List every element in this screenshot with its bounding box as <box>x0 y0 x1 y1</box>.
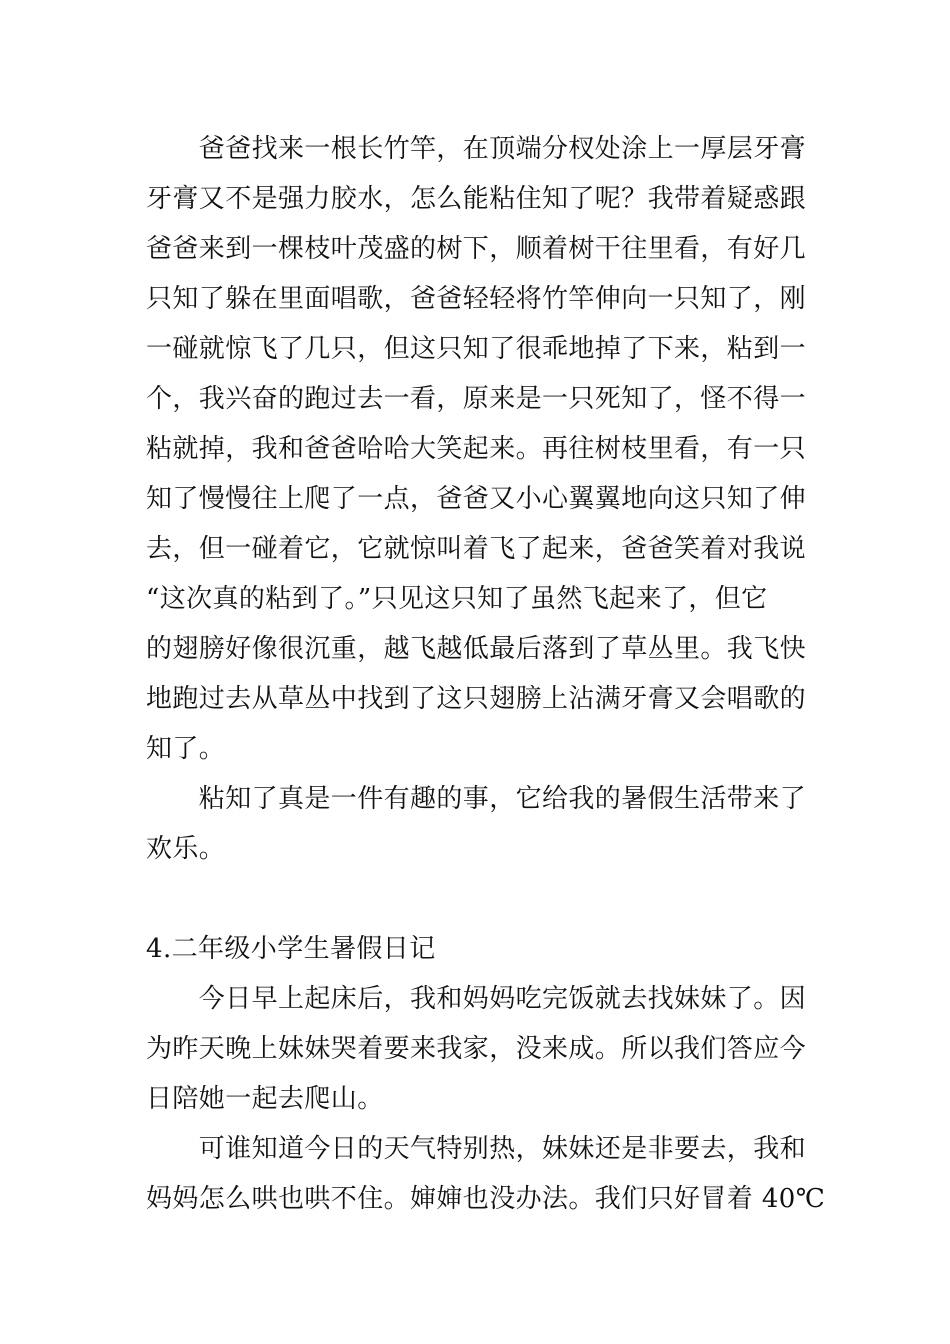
text-line: 个，我兴奋的跑过去一看，原来是一只死知了，怪不得一 <box>146 384 807 414</box>
text-line: 爸爸找来一根长竹竿，在顶端分杈处涂上一厚层牙膏 <box>146 134 807 164</box>
text-line: 去，但一碰着它，它就惊叫着飞了起来，爸爸笑着对我说 <box>146 534 807 564</box>
text-line: 知了慢慢往上爬了一点，爸爸又小心翼翼地向这只知了伸 <box>146 484 807 514</box>
text-line: 今日早上起床后，我和妈妈吃完饭就去找妹妹了。因 <box>146 984 807 1014</box>
text-line: 可谁知道今日的天气特别热，妹妹还是非要去，我和 <box>146 1134 807 1164</box>
paragraph-conclusion <box>146 774 806 874</box>
heading-text: 4.二年级小学生暑假日记 <box>146 934 436 964</box>
paragraph-hot-weather <box>146 1124 826 1224</box>
text-line: 粘知了真是一件有趣的事，它给我的暑假生活带来了 <box>146 784 807 814</box>
text-line: 为昨天晚上妹妹哭着要来我家，没来成。所以我们答应今 <box>146 1034 807 1064</box>
text-line: 的翅膀好像很沉重，越飞越低最后落到了草丛里。我飞快 <box>146 634 807 664</box>
text-line: 知了。 <box>146 734 226 764</box>
text-line: 爸爸来到一棵枝叶茂盛的树下，顺着树干往里看，有好几 <box>146 234 807 264</box>
text-line: 欢乐。 <box>146 834 226 864</box>
text-line: 日陪她一起去爬山。 <box>146 1084 384 1114</box>
text-line: 妈妈怎么哄也哄不住。婶婶也没办法。我们只好冒着 40℃ <box>146 1184 826 1214</box>
text-line: 地跑过去从草丛中找到了这只翅膀上沾满牙膏又会唱歌的 <box>146 684 807 714</box>
paragraph-morning <box>146 974 806 1124</box>
text-line: 粘就掉，我和爸爸哈哈大笑起来。再往树枝里看，有一只 <box>146 434 807 464</box>
text-line: “这次真的粘到了。”只见这只知了虽然飞起来了，但它 <box>146 584 768 614</box>
text-line: 一碰就惊飞了几只，但这只知了很乖地掉了下来，粘到一 <box>146 334 807 364</box>
section-heading <box>146 924 806 974</box>
paragraph-catching-cicadas <box>146 124 806 774</box>
text-line: 牙膏又不是强力胶水，怎么能粘住知了呢？我带着疑惑跟 <box>146 184 807 214</box>
text-line: 只知了躲在里面唱歌，爸爸轻轻将竹竿伸向一只知了，刚 <box>146 284 807 314</box>
